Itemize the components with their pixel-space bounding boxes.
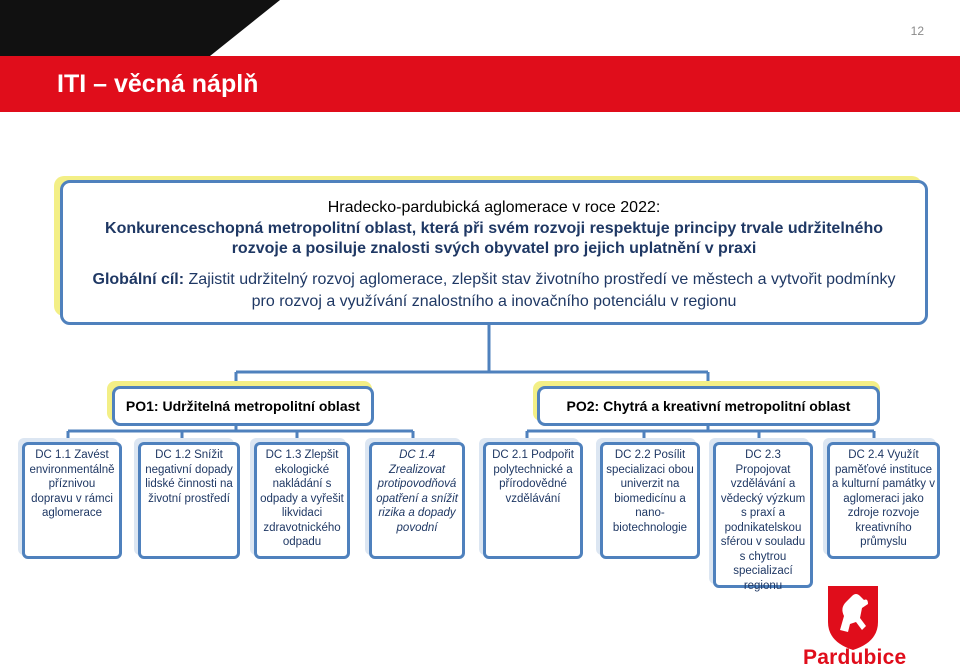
goal-dc23: DC 2.3 Propojovat vzdělávání a vědecký výzkum s praxí a podnikatelskou sférou v souladu s chytrou specializací regionu — [713, 442, 813, 588]
goal-dc14: DC 1.4 Zrealizovat protipovodňová opatření a snížit rizika a dopady povodní — [369, 442, 465, 559]
goal-dc13: DC 1.3 Zlepšit ekologické nakládání s odpady a vyřešit likvidaci zdravotnického odpadu — [254, 442, 350, 559]
goal-dc21: DC 2.1 Podpořit polytechnické a přírodovědné vzdělávání — [483, 442, 583, 559]
vision-intro: Hradecko-pardubická aglomerace v roce 2022: — [327, 199, 661, 216]
vision-statement: Konkurenceschopná metropolitní oblast, která při svém rozvoji respektuje principy trvale udržitelného rozvoje a posiluje znalosti svých obyvatel pro jejich uplatnění v praxi — [105, 220, 883, 257]
vision-box — [60, 180, 928, 325]
page-number: 12 — [910, 24, 924, 38]
global-goal-label: Globální cíl: — [92, 271, 185, 288]
global-goal — [83, 269, 905, 313]
goal-dc24: DC 2.4 Využít paměťové instituce a kulturní památky v aglomeraci jako zdroje rozvoje kreativního průmyslu — [827, 442, 940, 559]
global-goal-text: Zajistit udržitelný rozvoj aglomerace, zlepšit stav životního prostředí ve městech a vytvořit podmínky pro rozvoj a využívání znalostního a inovačního potenciálu v regionu — [184, 271, 896, 310]
priority-po1: PO1: Udržitelná metropolitní oblast — [112, 386, 374, 426]
goal-dc22: DC 2.2 Posílit specializaci obou univerzit na biomedicínu a nano-biotechnologie — [600, 442, 700, 559]
logo-text: Pardubice — [803, 646, 907, 669]
slide-title: ITI – věcná náplň — [57, 70, 259, 98]
priority-po2: PO2: Chytrá a kreativní metropolitní oblast — [537, 386, 880, 426]
goal-dc12: DC 1.2 Snížit negativní dopady lidské činnosti na životní prostředí — [138, 442, 240, 559]
goal-dc11: DC 1.1 Zavést environmentálně příznivou dopravu v rámci aglomerace — [22, 442, 122, 559]
